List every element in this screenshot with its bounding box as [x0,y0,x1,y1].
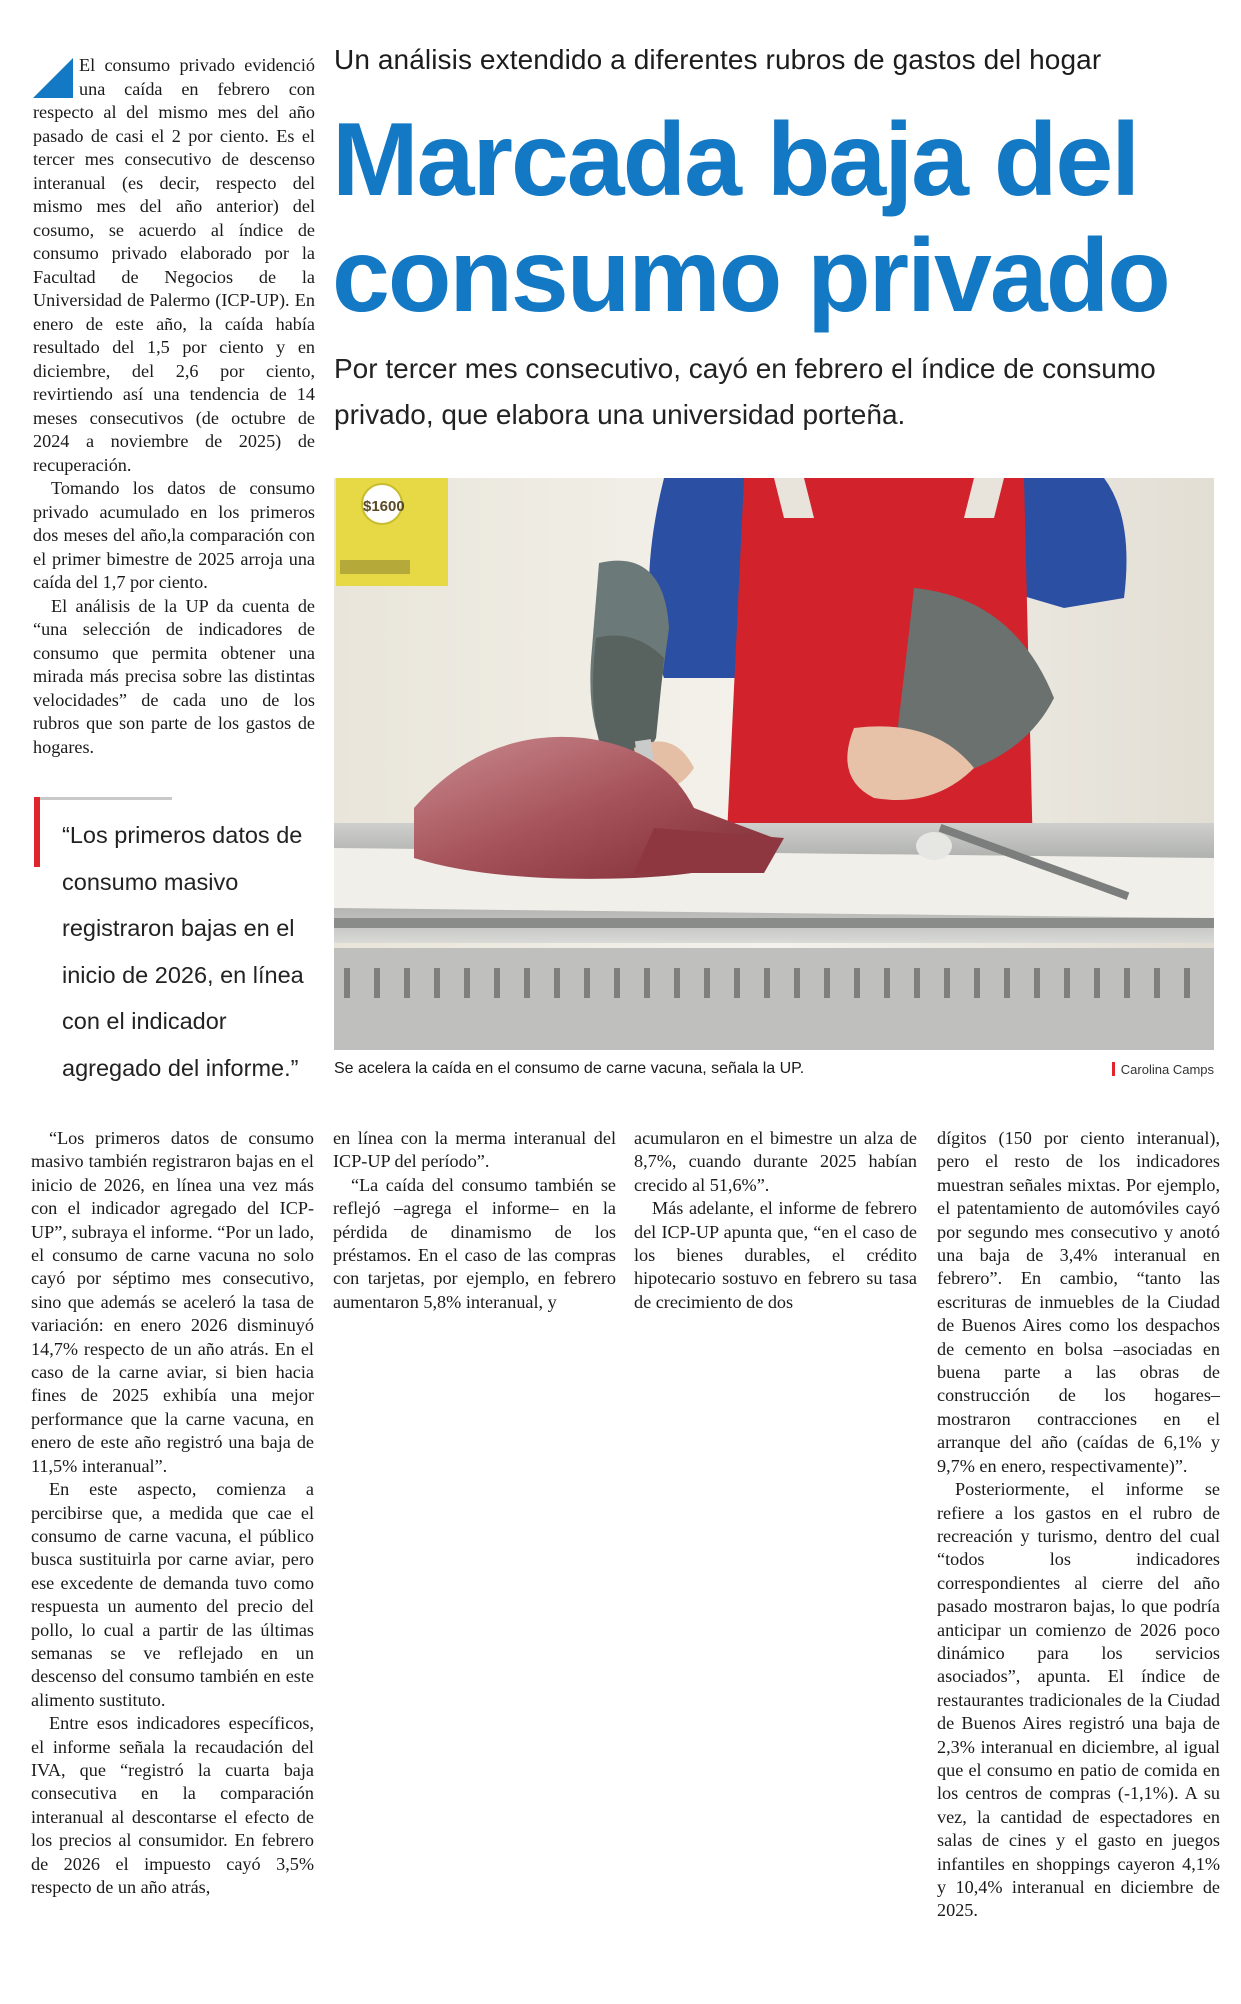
butcher-illustration [334,478,1214,1050]
body-paragraph: “La caída del consumo también se reflejó –agrega el informe– en la pérdida de dinamismo de los préstamos. En el caso de las compras con tarjetas, por ejemplo, en febrero aumentaron 5,8% interanual, y [333,1174,616,1312]
pull-quote: “Los primeros datos de consumo masivo registraron bajas en el inicio de 2026, en línea con el indicador agregado del informe.” [62,822,304,1081]
corner-triangle-icon [33,58,73,98]
article-photo [334,478,1214,1050]
body-column-3 [634,1127,917,1314]
intro-paragraph: Tomando los datos de consumo privado acumulado en los primeros dos meses del año,la comparación con el primer bimestre de 2025 arroja una caída del 1,7 por ciento. [33,478,315,592]
quote-accent-bar [34,797,40,867]
body-paragraph: Entre esos indicadores específicos, el informe señala la recaudación del IVA, que “registró la cuarta baja consecutiva en la comparación interanual al descontarse el efecto de los precios al consumidor. En febrero de 2026 el impuesto cayó 3,5% respecto de un año atrás, [31,1713,314,1897]
sign-text: $1600 [363,498,405,515]
price-sign [336,478,448,586]
headline: Marcada baja del consumo privado [332,102,1169,334]
body-column-2 [333,1127,616,1314]
body-paragraph: dígitos (150 por ciento interanual), pero el resto de los indicadores muestran señales mixtas. Por ejemplo, el patentamiento de automóviles cayó por segundo mes consecutivo y anotó una baja de 3,4% interanual en febrero”. En cambio, “tanto las escrituras de inmuebles de la Ciudad de Buenos Aires como los despachos de cemento en bolsa –asociadas en buena parte a las obras de construcción de los hogares– mostraron contracciones en el arranque del año (caídas de 6,1% y 9,7% en enero, respectivamente)”. [937,1128,1220,1476]
body-paragraph: Más adelante, el informe de febrero del ICP-UP apunta que, “en el caso de los bienes durables, el crédito hipotecario sostuvo en febrero su tasa de crecimiento de dos [634,1198,917,1312]
body-paragraph: Posteriormente, el informe se refiere a los gastos en el rubro de recreación y turismo, dentro del cual “todos los indicadores correspondientes al cierre del año pasado mostraron bajas, lo que podría anticipar un comienzo de 2026 poco dinámico para los servicios asociados”, apunta. El índice de restaurantes tradicionales de la Ciudad de Buenos Aires registró una baja de 2,3% interanual en diciembre, al igual que el consumo en patio de comida en los centros de compras (-1,1%). A su vez, la cantidad de espectadores en salas de cines y el gasto en juegos infantiles en shoppings cayeron 4,1% y 10,4% interanual en diciembre de 2025. [937,1479,1220,1921]
body-paragraph: En este aspecto, comienza a percibirse que, a medida que cae el consumo de carne vacuna, el público busca sustituirla por carne aviar, pero ese excedente de demanda tuvo como respuesta un aumento del precio del pollo, lo cual a partir de las últimas semanas se ve reflejado en un descenso del consumo también en este alimento sustituto. [31,1479,314,1710]
kicker: Un análisis extendido a diferentes rubros de gastos del hogar [334,44,1102,75]
photo-credit: Carolina Camps [1120,1062,1214,1077]
body-paragraph: en línea con la merma interanual del ICP-UP del período”. [333,1128,616,1172]
body-paragraph: “Los primeros datos de consumo masivo también registraron bajas en el inicio de 2026, en línea una vez más con el indicador agregado del ICP-UP”, subraya el informe. “Por un lado, el consumo de carne vacuna no solo cayó por séptimo mes consecutivo, sino que además se aceleró la tasa de variación: en enero 2026 disminuyó 14,7% respecto de un año atrás. En el caso de la carne aviar, si bien hacia fines de 2025 exhibía una mejor performance que la carne vacuna, en enero de este año registró una baja de 11,5% interanual”. [31,1128,314,1476]
intro-paragraph: El análisis de la UP da cuenta de “una selección de indicadores de consumo que permita obtener una mirada más precisa sobre las distintas velocidades” de cada uno de los rubros que son parte de los gastos de hogares. [33,595,315,757]
body-column-1 [31,1127,314,1899]
credit-marker [1112,1062,1115,1076]
photo-caption: Se acelera la caída en el consumo de carne vacuna, señala la UP. [334,1060,805,1077]
deck: Por tercer mes consecutivo, cayó en febrero el índice de consumo privado, que elabora una universidad porteña. [334,353,1156,430]
photo-credit-wrapper [1112,1062,1214,1077]
body-column-4 [937,1127,1220,1923]
intro-column [33,54,315,759]
intro-paragraph: El consumo privado evidenció una caída en febrero con respecto al del mismo mes del año pasado de casi el 2 por ciento. Es el tercer mes consecutivo de descenso interanual (es decir, respecto del mismo mes del año anterior) del cosumo, se acuerdo al índice de consumo privado elaborado por la Facultad de Negocios de la Universidad de Palermo (ICP-UP). En enero de este año, la caída había resultado del 1,5 por ciento y en diciembre, del 2,6 por ciento, revirtiendo así una tendencia de 14 meses consecutivos (de octubre de 2024 a noviembre de 2025) de recuperación. [33,55,315,475]
body-paragraph: acumularon en el bimestre un alza de 8,7%, cuando durante 2025 habían crecido al 51,6%”. [634,1128,917,1195]
quote-rule [34,797,172,800]
